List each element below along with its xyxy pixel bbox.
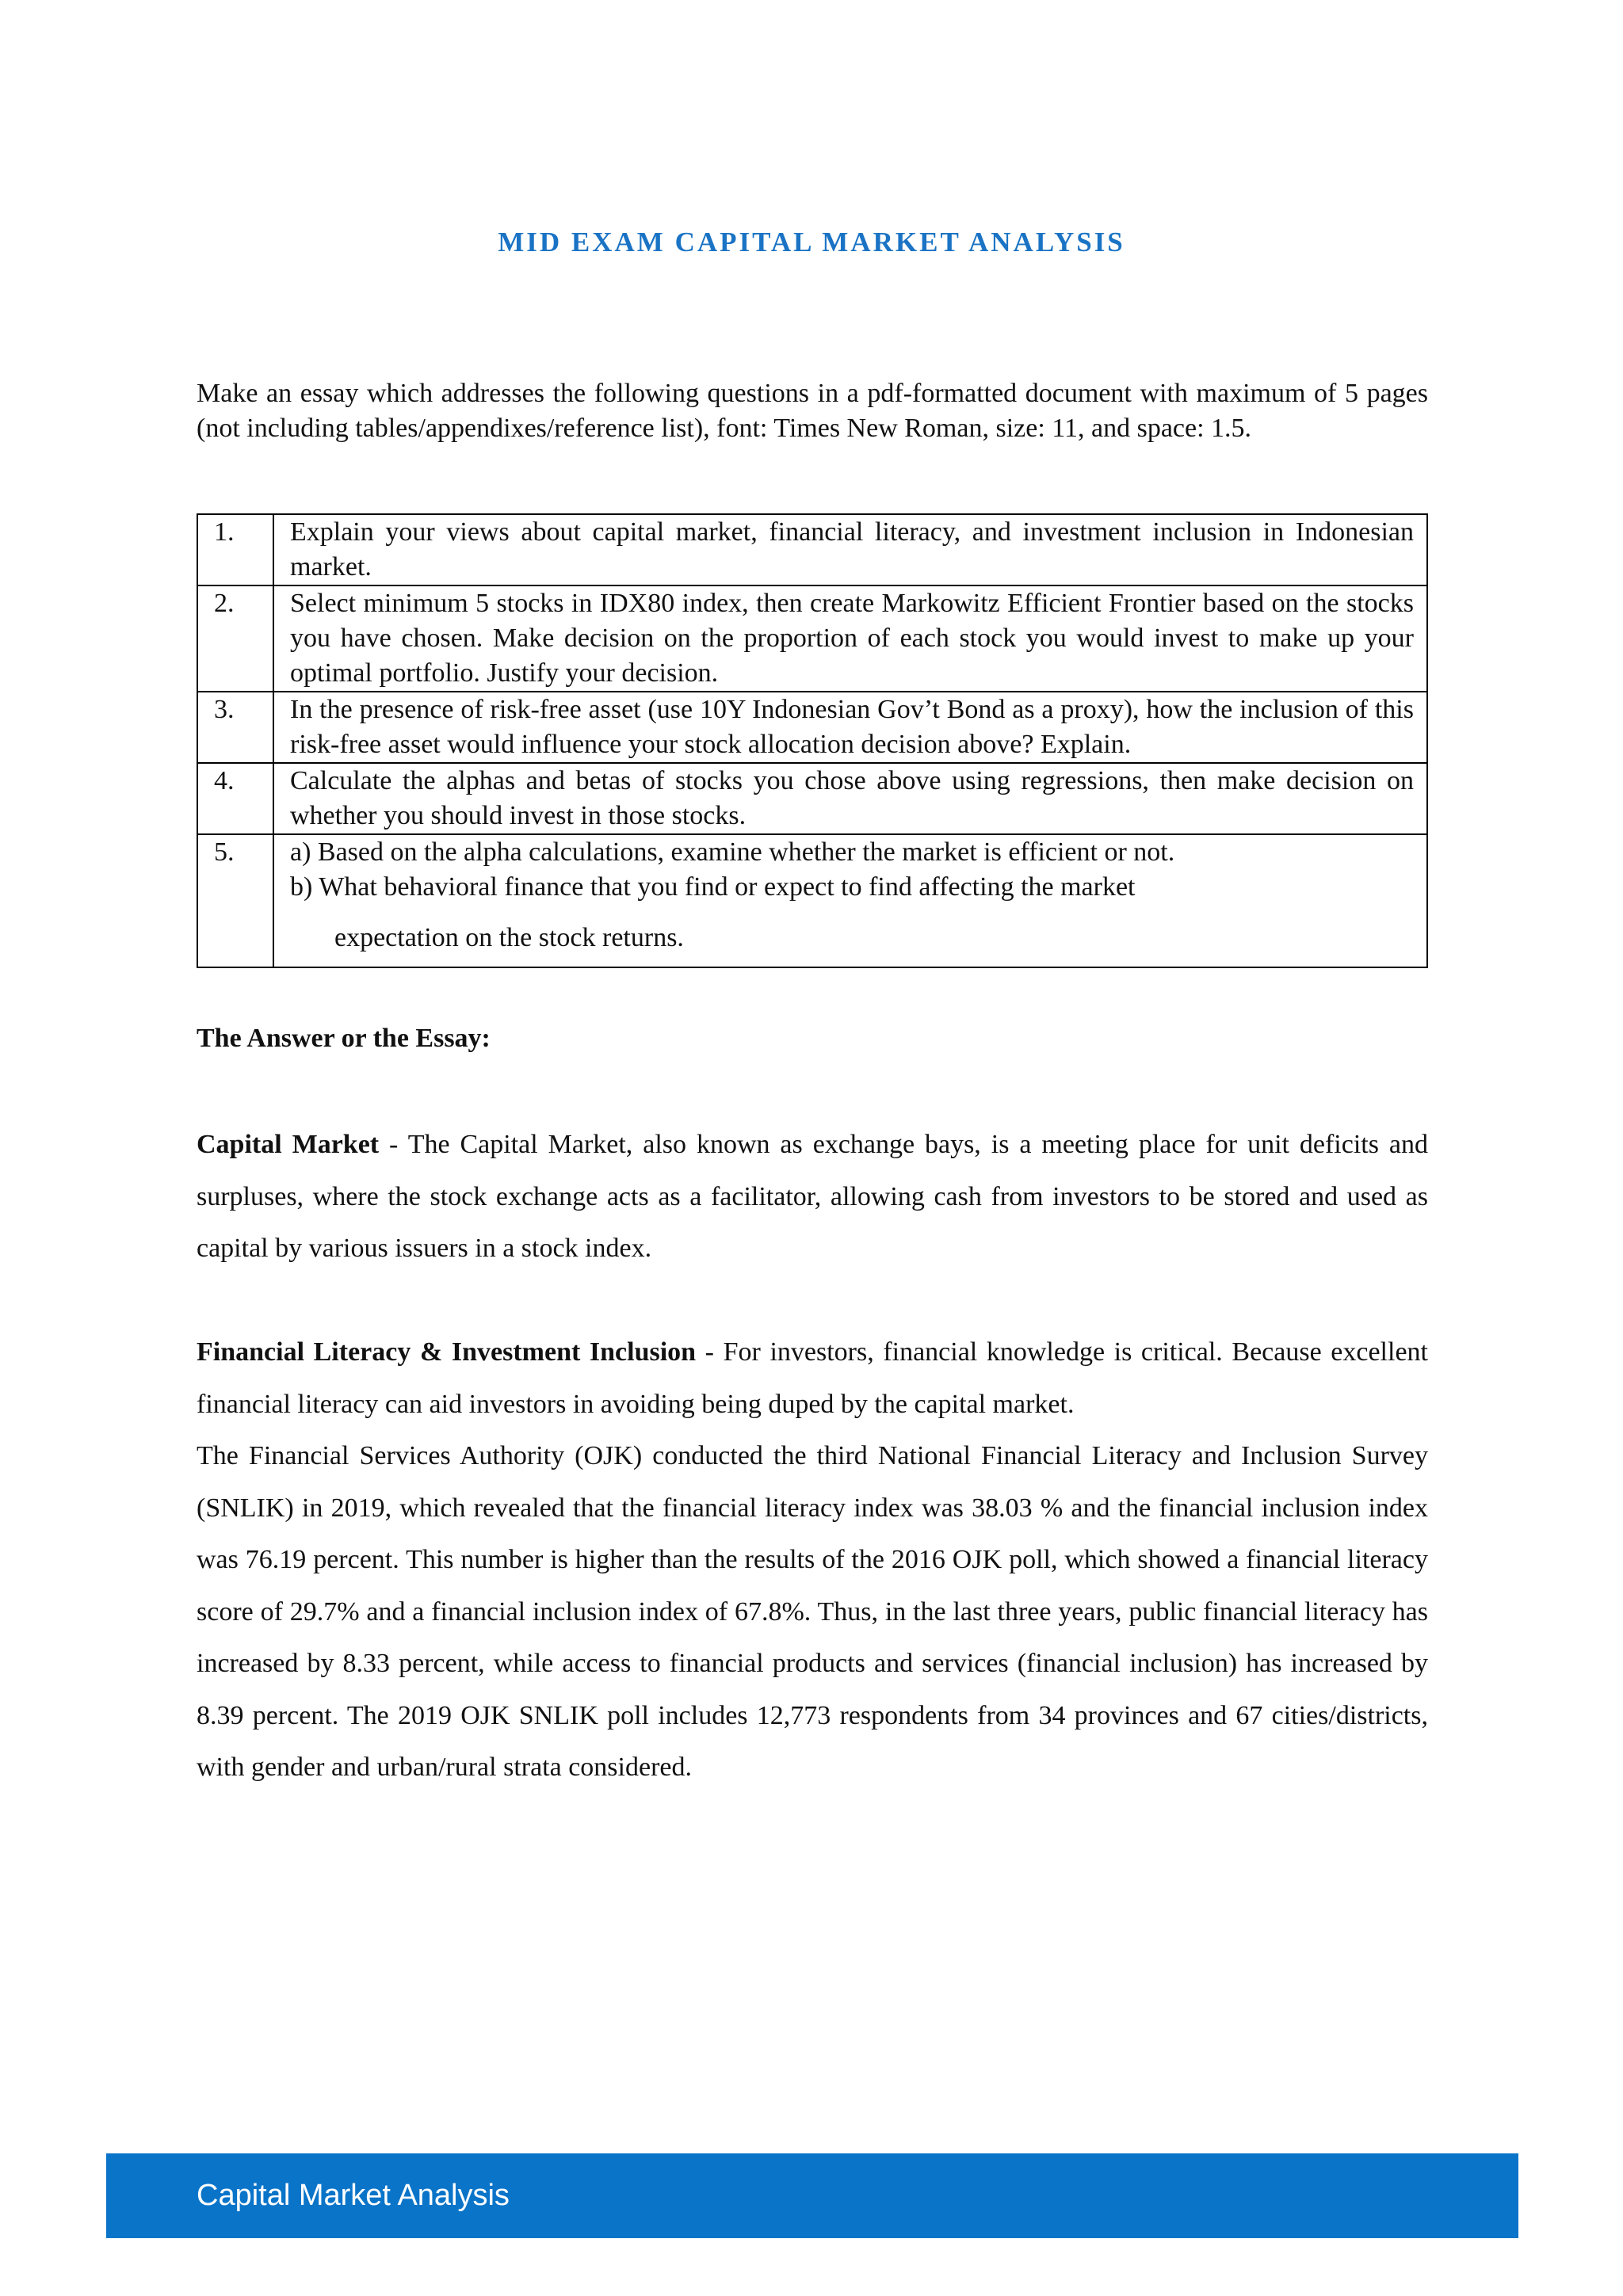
table-row <box>197 834 1427 967</box>
capital-market-text: - The Capital Market, also known as exchange bays, is a meeting place for unit deficits and surpluses, where the stock exchange acts as a facilitator, allowing cash from investors to be stored and used as capital by various issuers in a stock index. <box>197 1130 1428 1263</box>
financial-literacy-term: Financial Literacy & Investment Inclusion <box>197 1337 697 1367</box>
survey-paragraph: The Financial Services Authority (OJK) conducted the third National Financial Literacy and Inclusion Survey (SNLIK) in 2019, which revealed that the financial literacy index was 38.03 % and the financial inclusion index was 76.19 percent. This number is higher than the results of the 2016 OJK poll, which showed a financial literacy score of 29.7% and a financial inclusion index of 67.8%. Thus, in the last three years, public financial literacy has increased by 8.33 percent, while access to financial products and services (financial inclusion) has increased by 8.39 percent. The 2019 OJK SNLIK poll includes 12,773 respondents from 34 provinces and 67 cities/districts, with gender and urban/rural strata considered. <box>197 1441 1428 1782</box>
capital-market-term: Capital Market <box>197 1130 380 1159</box>
question-text <box>273 834 1427 967</box>
question-number: 5. <box>197 834 273 967</box>
question-number: 3. <box>197 692 273 763</box>
questions-table <box>197 513 1428 968</box>
question-number: 1. <box>197 514 273 585</box>
financial-literacy-text: - For investors, financial knowledge is critical. Because excellent financial literacy can aid investors in avoiding being duped by the capital market. <box>197 1337 1428 1419</box>
question-number: 4. <box>197 763 273 834</box>
table-row <box>197 514 1427 585</box>
question-5b-text: b) What behavioral finance that you find or expect to find affecting the market <box>290 872 1136 902</box>
page-title: MID EXAM CAPITAL MARKET ANALYSIS <box>498 227 1125 257</box>
question-text: Calculate the alphas and betas of stocks you chose above using regressions, then make decision on whether you should invest in those stocks. <box>273 763 1427 834</box>
question-text: Explain your views about capital market, financial literacy, and investment inclusion in Indonesian market. <box>273 514 1427 585</box>
capital-market-paragraph <box>197 1119 1428 1275</box>
answer-heading: The Answer or the Essay: <box>197 1024 491 1053</box>
question-text: Select minimum 5 stocks in IDX80 index, then create Markowitz Efficient Frontier based on the stocks you have chosen. Make decision on the proportion of each stock you would invest to make up your optimal portfolio. Justify your decision. <box>273 585 1427 692</box>
table-row <box>197 763 1427 834</box>
question-text: In the presence of risk-free asset (use 10Y Indonesian Gov’t Bond as a proxy), how the inclusion of this risk-free asset would influence your stock allocation decision above? Explain. <box>273 692 1427 763</box>
question-5a-text: a) Based on the alpha calculations, examine whether the market is efficient or not. <box>290 837 1175 867</box>
question-5b-continuation: expectation on the stock returns. <box>334 923 684 952</box>
footer-label: Capital Market Analysis <box>197 2179 510 2212</box>
question-number: 2. <box>197 585 273 692</box>
intro-paragraph: Make an essay which addresses the following questions in a pdf-formatted document with maximum of 5 pages (not including tables/appendixes/reference list), font: Times New Roman, size: 11, and space: 1.5. <box>197 379 1428 443</box>
financial-literacy-paragraph <box>197 1326 1428 1430</box>
table-row <box>197 692 1427 763</box>
footer-bar <box>106 2153 1518 2238</box>
table-row <box>197 585 1427 692</box>
